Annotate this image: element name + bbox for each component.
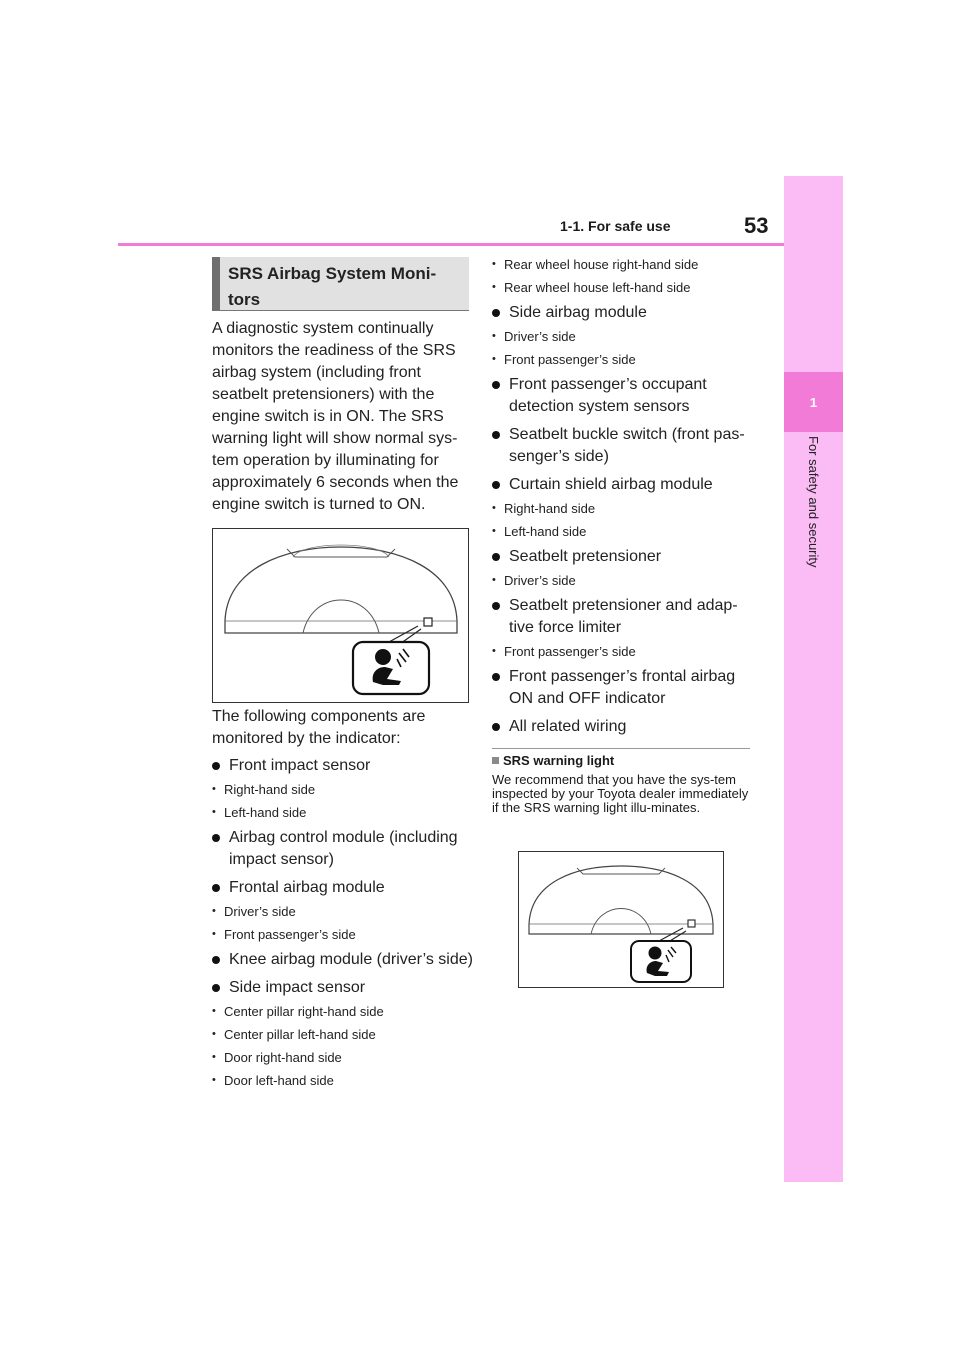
sub-item: • Driver’s side — [212, 903, 474, 920]
section-header: 1-1. For safe use — [560, 218, 671, 234]
sub-item: • Driver’s side — [492, 328, 754, 345]
list-item: Side airbag module — [492, 302, 754, 324]
instrument-cluster-figure — [212, 528, 469, 703]
sub-item: • Left-hand side — [492, 523, 754, 540]
left-component-list — [212, 755, 474, 1089]
list-item: Seatbelt pretensioner and adap-tive force limiter — [492, 595, 754, 639]
sub-item: • Rear wheel house left-hand side — [492, 279, 754, 296]
sub-item: • Front passenger’s side — [492, 351, 754, 368]
sub-item: • Door right-hand side — [212, 1049, 474, 1066]
sub-item: • Front passenger’s side — [492, 643, 754, 660]
chapter-title — [784, 436, 843, 616]
sub-item: • Center pillar left-hand side — [212, 1026, 474, 1043]
note-divider — [492, 748, 750, 749]
list-item: All related wiring — [492, 716, 754, 738]
list-item: Front passenger’s frontal airbag ON and OFF indicator — [492, 666, 754, 710]
sub-item: • Front passenger’s side — [212, 926, 474, 943]
note-title — [492, 753, 614, 768]
chapter-side-tab — [784, 176, 843, 1182]
note-body: We recommend that you have the sys-tem inspected by your Toyota dealer immediately if the SRS warning light illu-minates. — [492, 772, 749, 815]
list-item: Frontal airbag module — [212, 877, 474, 899]
header-rule — [118, 243, 784, 246]
sub-item: • Right-hand side — [492, 500, 754, 517]
intro-paragraph: A diagnostic system continually monitors the readiness of the SRS airbag system (including front seatbelt pretensioners) with the engine switch is in ON. The SRS warning light will show normal sys-tem operation by illuminating for approximately 6 seconds when the engine switch is turned to ON. — [212, 320, 459, 513]
chapter-title-text: For safety and security — [806, 436, 821, 568]
note-title-text: SRS warning light — [503, 753, 615, 768]
list-item: Seatbelt buckle switch (front pas-senger’s side) — [492, 424, 754, 468]
list-item: Seatbelt pretensioner — [492, 546, 754, 568]
list-item: Knee airbag module (driver’s side) — [212, 949, 474, 971]
note-square-icon — [492, 757, 499, 764]
sub-item: • Right-hand side — [212, 781, 474, 798]
instrument-cluster-illustration — [519, 852, 723, 987]
list-item: Airbag control module (including impact sensor) — [212, 827, 474, 871]
sub-item: • Left-hand side — [212, 804, 474, 821]
instrument-cluster-illustration — [213, 529, 468, 702]
list-item: Side impact sensor — [212, 977, 474, 999]
section-heading: SRS Airbag System Moni-tors — [212, 257, 469, 311]
chapter-number: 1 — [784, 372, 843, 432]
components-intro: The following components are monitored by the indicator: — [212, 708, 426, 747]
list-item: Front passenger’s occupant detection system sensors — [492, 374, 754, 418]
sub-item: • Rear wheel house right-hand side — [492, 256, 754, 273]
right-component-list — [492, 256, 754, 738]
page-number: 53 — [744, 213, 769, 238]
sub-item: • Door left-hand side — [212, 1072, 474, 1089]
list-item: Curtain shield airbag module — [492, 474, 754, 496]
sub-item: • Driver’s side — [492, 572, 754, 589]
sub-item: • Center pillar right-hand side — [212, 1003, 474, 1020]
instrument-cluster-figure — [518, 851, 724, 988]
list-item: Front impact sensor — [212, 755, 474, 777]
